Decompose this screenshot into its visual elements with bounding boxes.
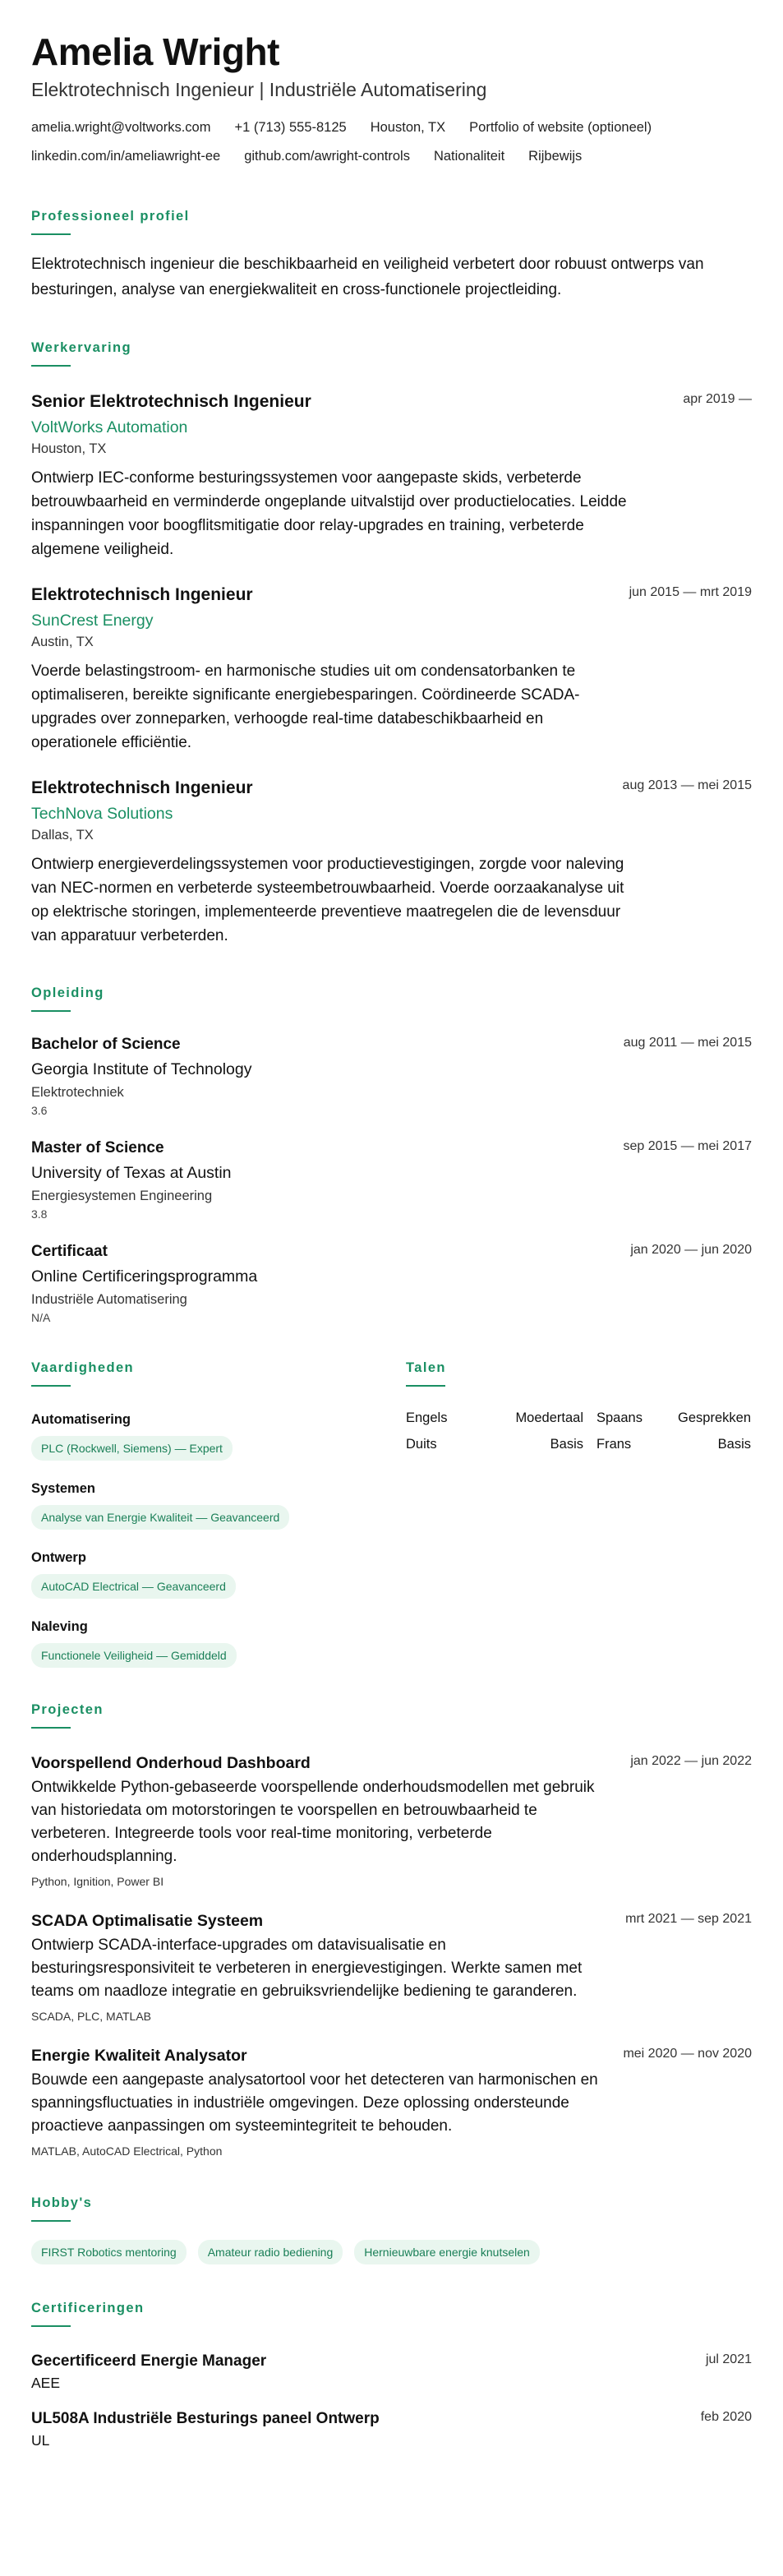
- education-gpa: 3.8: [31, 1207, 48, 1221]
- experience-location: Austin, TX: [31, 635, 94, 649]
- experience-title: Elektrotechnisch Ingenieur: [31, 778, 253, 797]
- experience-item: [31, 776, 752, 948]
- contact-location: Houston, TX: [370, 120, 446, 135]
- experience-dates: aug 2013 — mei 2015: [622, 778, 752, 792]
- certification-date: jul 2021: [705, 2352, 752, 2366]
- skill-chip: PLC (Rockwell, Siemens) — Expert: [31, 1436, 233, 1461]
- education-degree: Master of Science: [31, 1139, 164, 1156]
- experience-description: Ontwierp energieverdelingssystemen voor productievestigingen, zorgde voor naleving van NEC-normen en verbeterde systeembetrouwbaarheid. Voerde oorzaakanalyse uit op elektrische storingen, implementeerde preventieve maatregelen die de levensduur van apparatuur verbeterden.: [31, 856, 624, 944]
- profile-summary: Elektrotechnisch ingenieur die beschikbaarheid en veiligheid verbetert door robuust ontwerps van besturingen, analyse van energiekwaliteit en cross-functionele projectleiding.: [31, 256, 704, 298]
- contact-portfolio[interactable]: Portfolio of website (optioneel): [469, 120, 652, 135]
- section-title-languages: Talen: [406, 1360, 446, 1375]
- resume-header: [31, 30, 752, 168]
- certifications-section: [31, 2299, 752, 2450]
- education-dates: sep 2015 — mei 2017: [623, 1139, 752, 1153]
- project-item: [31, 2044, 752, 2159]
- languages-section: [406, 1359, 751, 1668]
- hobbies-section: [31, 2194, 752, 2264]
- experience-location: Dallas, TX: [31, 828, 94, 843]
- project-item: [31, 1752, 752, 1890]
- candidate-headline: Elektrotechnisch Ingenieur | Industriële Automatisering: [31, 79, 487, 100]
- languages-grid: [406, 1408, 751, 1454]
- profile-section: [31, 207, 752, 302]
- hobby-chip: Amateur radio bediening: [198, 2240, 343, 2264]
- experience-description: Voerde belastingstroom- en harmonische studies uit om condensatorbanken te optimaliseren, bereikte significante energiebesparingen. Coördineerde SCADA-upgrades over zonneparken, verhoogde real-time databeschikbaarheid en operationele efficiëntie.: [31, 662, 580, 751]
- certification-item: [31, 2407, 752, 2450]
- project-title: Voorspellend Onderhoud Dashboard: [31, 1754, 311, 1772]
- language-name: Engels: [406, 1410, 448, 1425]
- section-title-hobbies: Hobby's: [31, 2195, 93, 2210]
- skill-category: Naleving: [31, 1619, 88, 1634]
- contact-nationality: Nationaliteit: [433, 149, 505, 164]
- experience-dates: apr 2019 —: [683, 392, 752, 406]
- education-gpa: 3.6: [31, 1104, 48, 1117]
- section-title-skills: Vaardigheden: [31, 1360, 135, 1375]
- project-tech: MATLAB, AutoCAD Electrical, Python: [31, 2144, 223, 2158]
- section-divider: [31, 1385, 71, 1387]
- experience-title: Senior Elektrotechnisch Ingenieur: [31, 392, 311, 411]
- education-item: [31, 1137, 752, 1222]
- project-dates: jan 2022 — jun 2022: [630, 1754, 752, 1768]
- section-divider: [31, 365, 71, 367]
- education-dates: aug 2011 — mei 2015: [623, 1036, 752, 1050]
- education-item: [31, 1033, 752, 1119]
- candidate-name: Amelia Wright: [31, 30, 279, 73]
- section-divider: [31, 2325, 71, 2327]
- education-degree: Bachelor of Science: [31, 1036, 181, 1053]
- section-title-profile: Professioneel profiel: [31, 209, 190, 224]
- language-level: Moedertaal: [515, 1410, 583, 1425]
- education-field: Industriële Automatisering: [31, 1292, 187, 1307]
- contact-phone[interactable]: +1 (713) 555-8125: [234, 120, 347, 135]
- skill-chip: Functionele Veiligheid — Gemiddeld: [31, 1643, 237, 1668]
- language-name: Spaans: [596, 1410, 643, 1425]
- contact-linkedin[interactable]: linkedin.com/in/ameliawright-ee: [31, 149, 221, 164]
- language-level: Basis: [717, 1437, 751, 1452]
- contact-github[interactable]: github.com/awright-controls: [244, 149, 410, 164]
- project-title: Energie Kwaliteit Analysator: [31, 2047, 247, 2065]
- skill-chip: Analyse van Energie Kwaliteit — Geavanceerd: [31, 1505, 289, 1530]
- project-tech: SCADA, PLC, MATLAB: [31, 2010, 152, 2023]
- section-divider: [31, 1727, 71, 1729]
- section-title-education: Opleiding: [31, 986, 104, 1000]
- education-section: [31, 984, 752, 1326]
- project-description: Ontwikkelde Python-gebaseerde voorspellende onderhoudsmodellen met gebruik van historiedata om motorstoringen te voorspellen en betrouwbaarheid te verbeteren. Integreerde tools voor real-time monitoring, verbeterde onderhoudsplanning.: [31, 1779, 595, 1865]
- education-school: Georgia Institute of Technology: [31, 1060, 252, 1078]
- education-gpa: N/A: [31, 1311, 51, 1324]
- hobby-chip: FIRST Robotics mentoring: [31, 2240, 187, 2264]
- contact-drivers-license: Rijbewijs: [528, 149, 583, 164]
- language-name: Frans: [596, 1437, 632, 1452]
- certification-name: UL508A Industriële Besturings paneel Ontwerp: [31, 2410, 380, 2427]
- education-school: University of Texas at Austin: [31, 1164, 232, 1182]
- contact-list: [31, 117, 754, 168]
- language-level: Basis: [550, 1437, 583, 1452]
- experience-company: VoltWorks Automation: [31, 418, 188, 436]
- education-dates: jan 2020 — jun 2020: [630, 1243, 752, 1257]
- language-name: Duits: [406, 1437, 437, 1452]
- skill-category: Ontwerp: [31, 1550, 86, 1565]
- education-item: [31, 1240, 752, 1326]
- project-tech: Python, Ignition, Power BI: [31, 1875, 164, 1888]
- project-dates: mei 2020 — nov 2020: [623, 2047, 752, 2061]
- section-divider: [31, 233, 71, 235]
- experience-company: SunCrest Energy: [31, 612, 154, 630]
- section-title-certifications: Certificeringen: [31, 2301, 145, 2315]
- experience-dates: jun 2015 — mrt 2019: [629, 585, 752, 599]
- experience-description: Ontwierp IEC-conforme besturingssystemen voor aangepaste skids, verbeterde betrouwbaarheid en verminderde ongeplande uitvalstijd over productielocaties. Leidde inspanningen voor boogflitsmitigatie door relay-upgrades en training, verbeterde algemene veiligheid.: [31, 469, 627, 558]
- certification-name: Gecertificeerd Energie Manager: [31, 2352, 267, 2370]
- project-description: Ontwierp SCADA-interface-upgrades om datavisualisatie en besturingsresponsiviteit te verbeteren in energievestigingen. Werkte samen met teams om naadloze integratie en gebruiksvriendelijke bediening te garanderen.: [31, 1937, 583, 2000]
- certification-issuer: UL: [31, 2432, 50, 2449]
- education-field: Energiesystemen Engineering: [31, 1189, 213, 1203]
- experience-item: [31, 390, 752, 561]
- section-divider: [31, 1010, 71, 1012]
- education-school: Online Certificeringsprogramma: [31, 1267, 258, 1286]
- project-description: Bouwde een aangepaste analysatortool voor het detecteren van harmonischen en spanningsfluctuaties in industriële omgevingen. Deze oplossing ondersteunde proactieve aanpassingen om systeemintegriteit te behouden.: [31, 2071, 598, 2135]
- section-title-projects: Projecten: [31, 1702, 104, 1717]
- certification-issuer: AEE: [31, 2375, 61, 2391]
- certification-date: feb 2020: [700, 2410, 752, 2424]
- experience-location: Houston, TX: [31, 441, 107, 456]
- project-item: [31, 1909, 752, 2024]
- section-title-experience: Werkervaring: [31, 340, 131, 355]
- skill-category: Systemen: [31, 1481, 95, 1496]
- hobby-chip: Hernieuwbare energie knutselen: [354, 2240, 540, 2264]
- skill-chip: AutoCAD Electrical — Geavanceerd: [31, 1574, 236, 1599]
- skills-languages-row: [31, 1359, 752, 1668]
- hobby-list: [31, 2240, 752, 2264]
- experience-item: [31, 583, 752, 755]
- education-degree: Certificaat: [31, 1243, 108, 1260]
- language-level: Gesprekken: [678, 1410, 751, 1425]
- project-title: SCADA Optimalisatie Systeem: [31, 1912, 264, 1930]
- contact-email[interactable]: amelia.wright@voltworks.com: [31, 120, 211, 135]
- education-field: Elektrotechniek: [31, 1085, 124, 1100]
- skill-category: Automatisering: [31, 1412, 131, 1427]
- projects-section: [31, 1701, 752, 2159]
- section-divider: [406, 1385, 445, 1387]
- experience-company: TechNova Solutions: [31, 805, 173, 823]
- skills-section: [31, 1359, 406, 1668]
- certification-item: [31, 2350, 752, 2393]
- experience-title: Elektrotechnisch Ingenieur: [31, 585, 253, 604]
- section-divider: [31, 2220, 71, 2222]
- project-dates: mrt 2021 — sep 2021: [625, 1912, 752, 1926]
- experience-section: [31, 339, 752, 948]
